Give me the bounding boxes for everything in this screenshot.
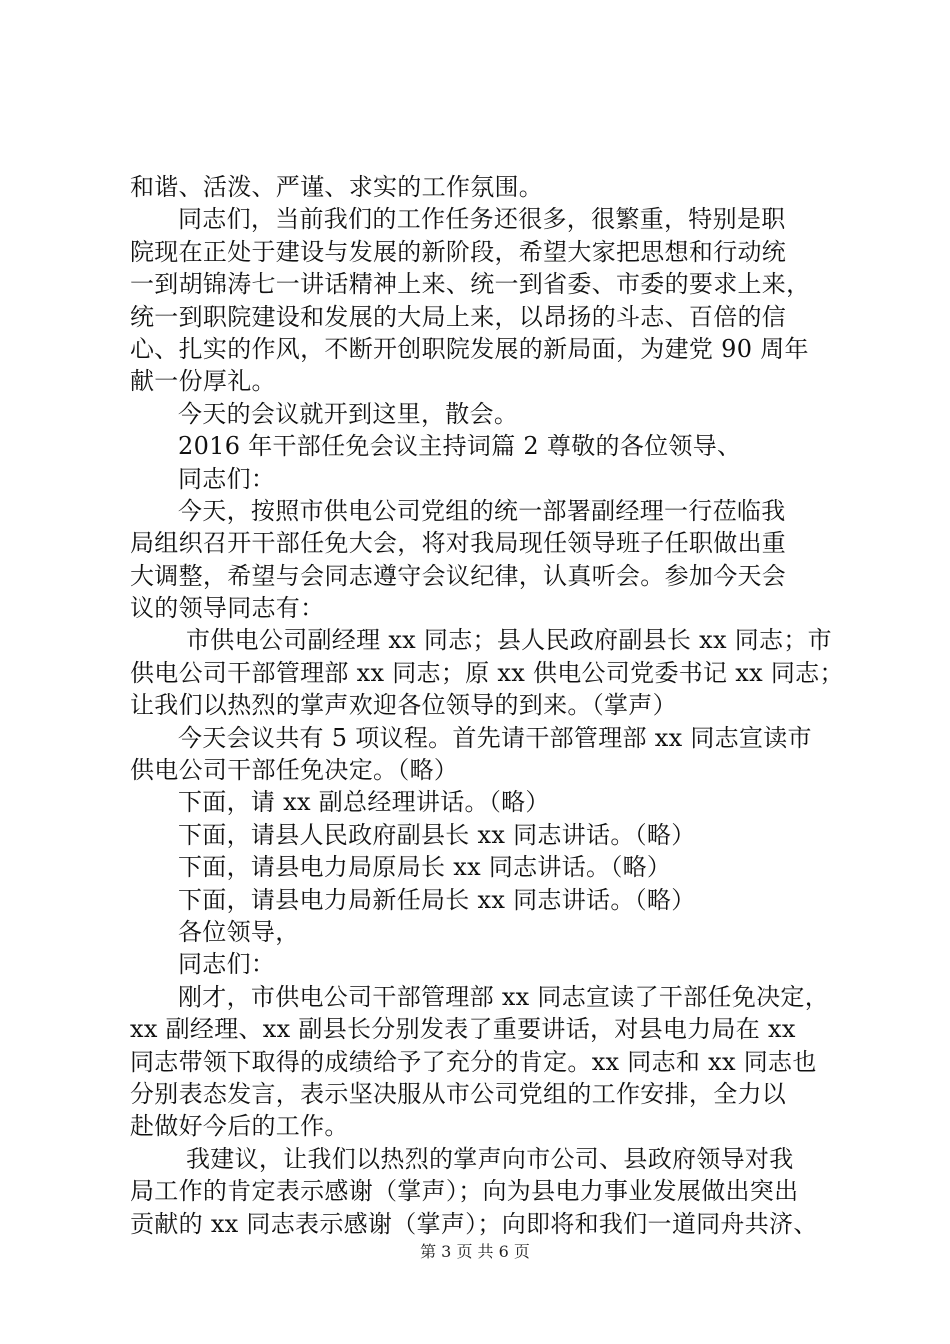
text-line: 今天，按照市供电公司党组的统一部署副经理一行莅临我	[178, 496, 786, 525]
text-line: 供电公司干部任免决定。（略）	[130, 756, 459, 785]
text-line: 同志们，当前我们的工作任务还很多，很繁重，特别是职	[178, 205, 786, 234]
text-line: 献一份厚礼。	[130, 367, 276, 396]
text-line: 让我们以热烈的掌声欢迎各位领导的到来。（掌声）	[130, 691, 677, 720]
text-line: 下面，请 xx 副总经理讲话。（略）	[178, 788, 550, 817]
text-line: 局工作的肯定表示感谢（掌声）；向为县电力事业发展做出突出	[130, 1177, 799, 1206]
text-line: 同志们：	[178, 950, 276, 979]
text-line: 供电公司干部管理部 xx 同志；原 xx 供电公司党委书记 xx 同志；	[130, 658, 844, 687]
text-line: 议的领导同志有：	[130, 594, 325, 623]
text-line: 大调整，希望与会同志遵守会议纪律，认真听会。参加今天会	[130, 561, 787, 590]
text-line: 下面，请县电力局原局长 xx 同志讲话。（略）	[178, 853, 672, 882]
text-line: 今天会议共有 5 项议程。首先请干部管理部 xx 同志宣读市	[178, 723, 812, 752]
text-line: 下面，请县人民政府副县长 xx 同志讲话。（略）	[178, 820, 696, 849]
text-line: 一到胡锦涛七一讲话精神上来、统一到省委、市委的要求上来，	[130, 270, 811, 299]
text-line: 同志们：	[178, 464, 276, 493]
text-line: 市供电公司副经理 xx 同志；县人民政府副县长 xx 同志；市	[186, 626, 832, 655]
text-line: 各位领导，	[178, 917, 300, 946]
text-line: 今天的会议就开到这里，散会。	[178, 399, 519, 428]
text-line: 院现在正处于建设与发展的新阶段，希望大家把思想和行动统	[130, 237, 787, 266]
text-line: 赴做好今后的工作。	[130, 1112, 349, 1141]
text-line: 心、扎实的作风，不断开创职院发展的新局面，为建党 90 周年	[130, 334, 809, 363]
text-line: 贡献的 xx 同志表示感谢（掌声）；向即将和我们一道同舟共济、	[130, 1209, 818, 1238]
text-line: 和谐、活泼、严谨、求实的工作氛围。	[130, 173, 544, 201]
text-line: 局组织召开干部任免大会，将对我局现任领导班子任职做出重	[130, 529, 787, 558]
text-line: 我建议，让我们以热烈的掌声向市公司、县政府领导对我	[186, 1144, 794, 1173]
text-line: 分别表态发言，表示坚决服从市公司党组的工作安排，全力以	[130, 1079, 787, 1108]
text-line: 同志带领下取得的成绩给予了充分的肯定。xx 同志和 xx 同志也	[130, 1047, 817, 1076]
text-line: 下面，请县电力局新任局长 xx 同志讲话。（略）	[178, 885, 696, 914]
text-line: 统一到职院建设和发展的大局上来，以昂扬的斗志、百倍的信	[130, 302, 787, 331]
text-line: xx 副经理、xx 副县长分别发表了重要讲话，对县电力局在 xx	[130, 1015, 796, 1044]
text-line: 2016 年干部任免会议主持词篇 2 尊敬的各位领导、	[178, 432, 742, 461]
document-body	[130, 171, 844, 1240]
page-footer: 第 3 页 共 6 页	[420, 1242, 530, 1261]
text-line: 刚才，市供电公司干部管理部 xx 同志宣读了干部任免决定，	[178, 982, 830, 1011]
